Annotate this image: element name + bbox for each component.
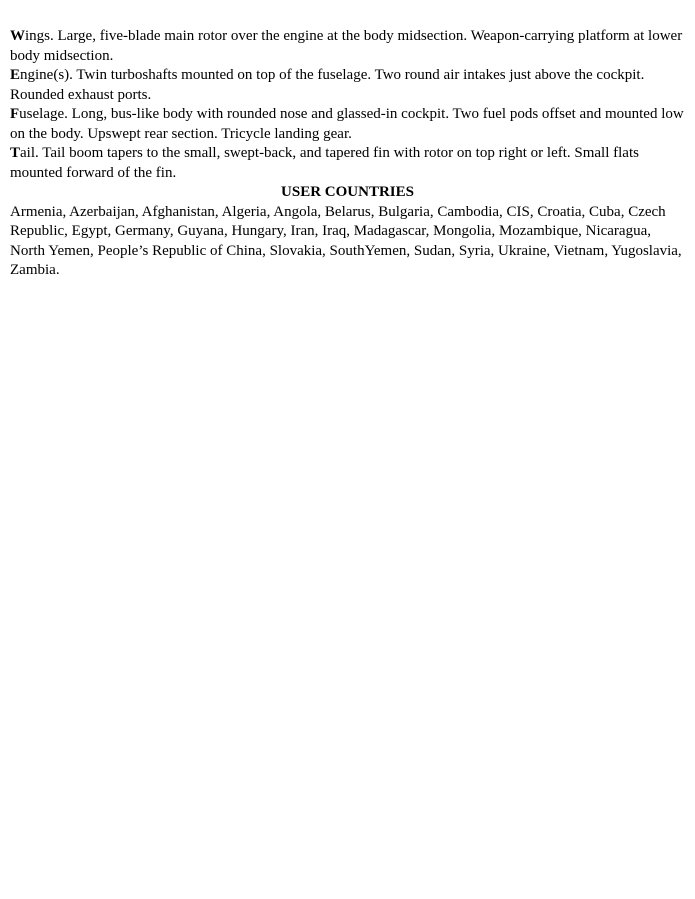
fuselage-lead-letter: F: [10, 106, 20, 122]
engines-text: ngine(s). Twin turboshafts mounted on top of the fuselage. Two round air intakes just above the cockpit. Rounded exhaust ports.: [10, 67, 645, 103]
engines-lead-letter: E: [10, 67, 21, 83]
user-countries-list: Armenia, Azerbaijan, Afghanistan, Algeria, Angola, Belarus, Bulgaria, Cambodia, CIS, Croatia, Cuba, Czech Republic, Egypt, Germany, Guyana, Hungary, Iran, Iraq, Madagascar, Mongolia, Mozambique, Nicaragua, North Yemen, People’s Republic of China, Slovakia, SouthYemen, Sudan, Syria, Ukraine, Vietnam, Yugoslavia, Zambia.: [10, 203, 682, 278]
document-page: [10, 27, 685, 281]
engines-paragraph: [10, 66, 685, 105]
fuselage-text: uselage. Long, bus-like body with rounded nose and glassed-in cockpit. Two fuel pods offset and mounted low on the body. Upswept rear section. Tricycle landing gear.: [10, 106, 684, 142]
wings-text: ings. Large, five-blade main rotor over the engine at the body midsection. Weapon-carrying platform at lower body midsection.: [10, 28, 683, 64]
tail-paragraph: [10, 144, 685, 183]
fuselage-paragraph: [10, 105, 685, 144]
tail-lead-letter: T: [10, 145, 21, 161]
user-countries-heading: USER COUNTRIES: [281, 184, 414, 200]
wings-lead-letter: W: [10, 28, 25, 44]
tail-text: ail. Tail boom tapers to the small, swept-back, and tapered fin with rotor on top right or left. Small flats mounted forward of the fin.: [10, 145, 639, 181]
wings-paragraph: [10, 27, 685, 66]
